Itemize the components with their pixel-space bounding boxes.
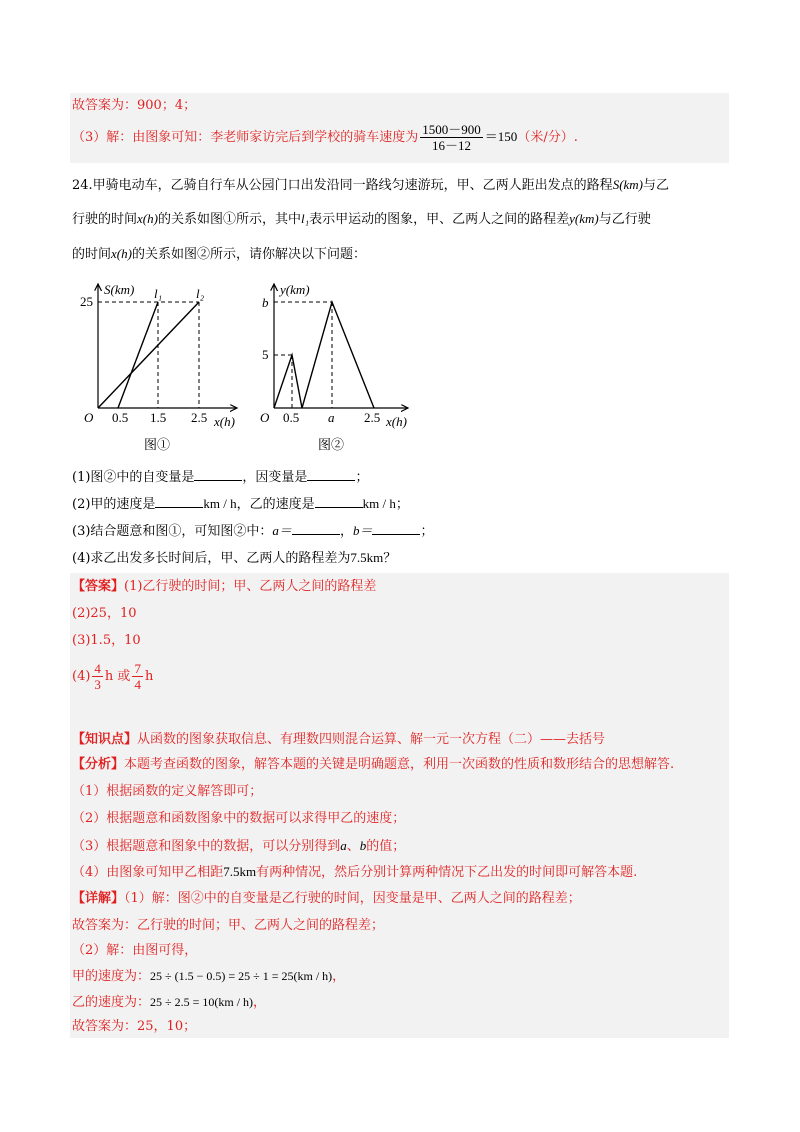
fig1-tick-25: 25 (80, 294, 93, 309)
question-text: (3)结合题意和图①，可知图②中： (72, 524, 273, 539)
problem-text: 24.甲骑电动车，乙骑自行车从公园门口出发沿同一路线匀速游玩，甲、乙两人距出发点的路程 (72, 178, 613, 193)
question-3 (72, 520, 433, 542)
prev-answer-line: 故答案为：900；4； (72, 98, 197, 113)
answer-blank (315, 493, 363, 508)
question-text: ； (395, 497, 409, 512)
fig2-tick-25: 2.5 (364, 410, 381, 425)
question-text: (2)甲的速度是 (72, 497, 156, 512)
math-b: b (359, 838, 367, 853)
math-x-h: x(h) (111, 246, 132, 261)
fig1-origin: O (84, 410, 94, 425)
figure-2-graph (256, 278, 416, 436)
question-text: (1)图②中的自变量是 (72, 470, 195, 485)
math-b-eq: b＝ (352, 523, 373, 538)
unit-km-h: km / h (203, 496, 237, 511)
fig1-tick-15: 1.5 (150, 410, 167, 425)
knowledge-line (72, 730, 605, 750)
detail-line-2: 故答案为：乙行驶的时间；甲、乙两人之间的路程差； (72, 918, 385, 933)
fig2-tick-5: 5 (262, 347, 269, 362)
prev-answer-3-text: （3）解：由图象可知：李老师家访完后到学校的骑车速度为 (72, 130, 419, 145)
detail-tag: 【详解】 (72, 891, 125, 906)
answer-blank (155, 493, 203, 508)
question-text: ， (339, 524, 353, 539)
fig2-ylabel: y(km) (280, 282, 310, 297)
fig1-tick-25x: 2.5 (191, 410, 208, 425)
fig2-tick-a: a (328, 410, 335, 425)
knowledge-text: 从函数的图象获取信息、有理数四则混合运算、解一元一次方程（二）——去括号 (137, 732, 606, 747)
problem-line-3 (72, 244, 366, 265)
line-l1 (118, 302, 158, 408)
question-text: ； (420, 524, 434, 539)
problem-text: 与乙行驶 (598, 212, 651, 227)
answer-text: (1)乙行驶的时间；甲、乙两人之间的路程差 (124, 579, 377, 594)
answer-1 (72, 577, 376, 597)
analysis-text: 有两种情况，然后分别计算两种情况下乙出发的时间即可解答本题. (256, 865, 638, 880)
detail-text: ， (332, 969, 346, 984)
analysis-step-2: （2）根据题意和函数图象中的数据可以求得甲乙的速度； (72, 811, 406, 826)
answer-blank (194, 466, 242, 481)
answer-3: (3)1.5，10 (72, 633, 141, 648)
prev-answer-3 (72, 122, 578, 153)
answer-blank (307, 466, 355, 481)
detail-text: 甲的速度为： (72, 969, 151, 984)
math-speed-jia: 25 ÷ (1.5 − 0.5) = 25 ÷ 1 = 25(km / h) (150, 969, 333, 983)
question-text: ？ (383, 551, 397, 566)
prev-answer-unit: （米/分）. (517, 130, 578, 145)
problem-text: 的关系如图①所示，其中 (157, 212, 301, 227)
question-2 (72, 493, 409, 515)
fig2-tick-05: 0.5 (283, 410, 300, 425)
fraction-denominator: 16－12 (432, 138, 472, 153)
answer-2: (2)25，10 (72, 606, 137, 621)
prev-answer-value: ＝150 (484, 129, 518, 144)
analysis-text: （3）根据题意和图象中的数据，可以分别得到 (72, 839, 341, 854)
analysis-step-3 (72, 836, 405, 857)
answer-4 (72, 660, 153, 694)
figure-1-caption: 图① (144, 438, 171, 453)
problem-line-1 (72, 175, 669, 196)
fraction-7-4 (132, 661, 143, 692)
fraction-denominator: 4 (134, 677, 141, 692)
detail-text: ， (253, 995, 267, 1010)
fraction-denominator: 3 (94, 677, 101, 692)
knowledge-tag: 【知识点】 (72, 732, 138, 747)
problem-line-2 (72, 209, 651, 230)
detail-text: （1）解：图②中的自变量是乙行驶的时间，因变量是甲、乙两人之间的路程差； (124, 891, 581, 906)
analysis-text: 的值； (366, 839, 406, 854)
detail-line-6: 故答案为：25，10； (72, 1019, 197, 1034)
fig2-tick-b: b (262, 295, 269, 310)
fraction-numerator: 4 (94, 661, 101, 676)
answer-text: h (144, 669, 154, 684)
question-text: (4)求乙出发多长时间后，甲、乙两人的路程差为 (72, 551, 351, 566)
analysis-text: （4）由图象可知甲乙相距 (72, 865, 224, 880)
detail-line-3: （2）解：由图可得， (72, 943, 198, 958)
fig1-l2-label: l₂ (196, 286, 205, 301)
answer-text: h 或 (104, 669, 131, 684)
question-text: ，因变量是 (242, 470, 308, 485)
answer-blank (292, 520, 340, 535)
unit-km-h: km / h (362, 496, 396, 511)
analysis-text: 、 (346, 839, 360, 854)
detail-text: 乙的速度为： (72, 995, 151, 1010)
analysis-line (72, 755, 674, 775)
analysis-text: 本题考查函数的图象，解答本题的关键是明确题意，利用一次函数的性质和数形结合的思想解答. (124, 757, 675, 772)
math-s-km: S(km) (612, 177, 644, 192)
figure-1-graph (72, 278, 247, 436)
answer-tag: 【答案】 (72, 579, 125, 594)
detail-line-4 (72, 966, 345, 987)
math-y-km: y(km) (569, 211, 599, 226)
analysis-step-1: （1）根据函数的定义解答即可； (72, 784, 263, 799)
fig2-xlabel: x(h) (386, 414, 407, 429)
fig2-origin: O (260, 410, 270, 425)
analysis-step-4 (72, 862, 637, 883)
fig1-l1-label: l₁ (154, 286, 163, 301)
math-speed-yi: 25 ÷ 2.5 = 10(km / h) (150, 995, 254, 1009)
figure-2-caption: 图② (318, 438, 345, 453)
math-7-5km: 7.5km (350, 550, 384, 565)
math-x-h: x(h) (137, 211, 158, 226)
problem-text: 与乙 (643, 178, 670, 193)
question-4 (72, 548, 396, 569)
fig1-xlabel: x(h) (214, 414, 235, 429)
fraction-4-3 (92, 661, 103, 692)
answer-text: (4) (72, 669, 91, 684)
math-7-5km: 7.5km (223, 864, 257, 879)
fraction-numerator: 7 (134, 661, 141, 676)
problem-text: 的时间 (72, 247, 112, 262)
math-a-eq: a＝ (272, 523, 292, 538)
problem-text: 行驶的时间 (72, 212, 138, 227)
answer-blank (372, 520, 420, 535)
math-l1: l₁ (300, 211, 310, 226)
detail-line-5 (72, 992, 266, 1013)
detail-line-1 (72, 889, 581, 909)
fig1-ylabel: S(km) (104, 282, 135, 297)
question-1 (72, 466, 368, 488)
prev-answer-fraction (420, 122, 483, 153)
fig1-tick-05: 0.5 (112, 410, 129, 425)
question-text: ； (355, 470, 369, 485)
fraction-numerator: 1500－900 (422, 122, 481, 137)
question-text: ，乙的速度是 (236, 497, 315, 512)
problem-text: 的关系如图②所示，请你解决以下问题： (131, 247, 366, 262)
line-l2 (98, 302, 199, 408)
math-a: a (340, 838, 347, 853)
analysis-tag: 【分析】 (72, 757, 125, 772)
problem-text: 表示甲运动的图象，甲、乙两人之间的路程差 (309, 212, 570, 227)
